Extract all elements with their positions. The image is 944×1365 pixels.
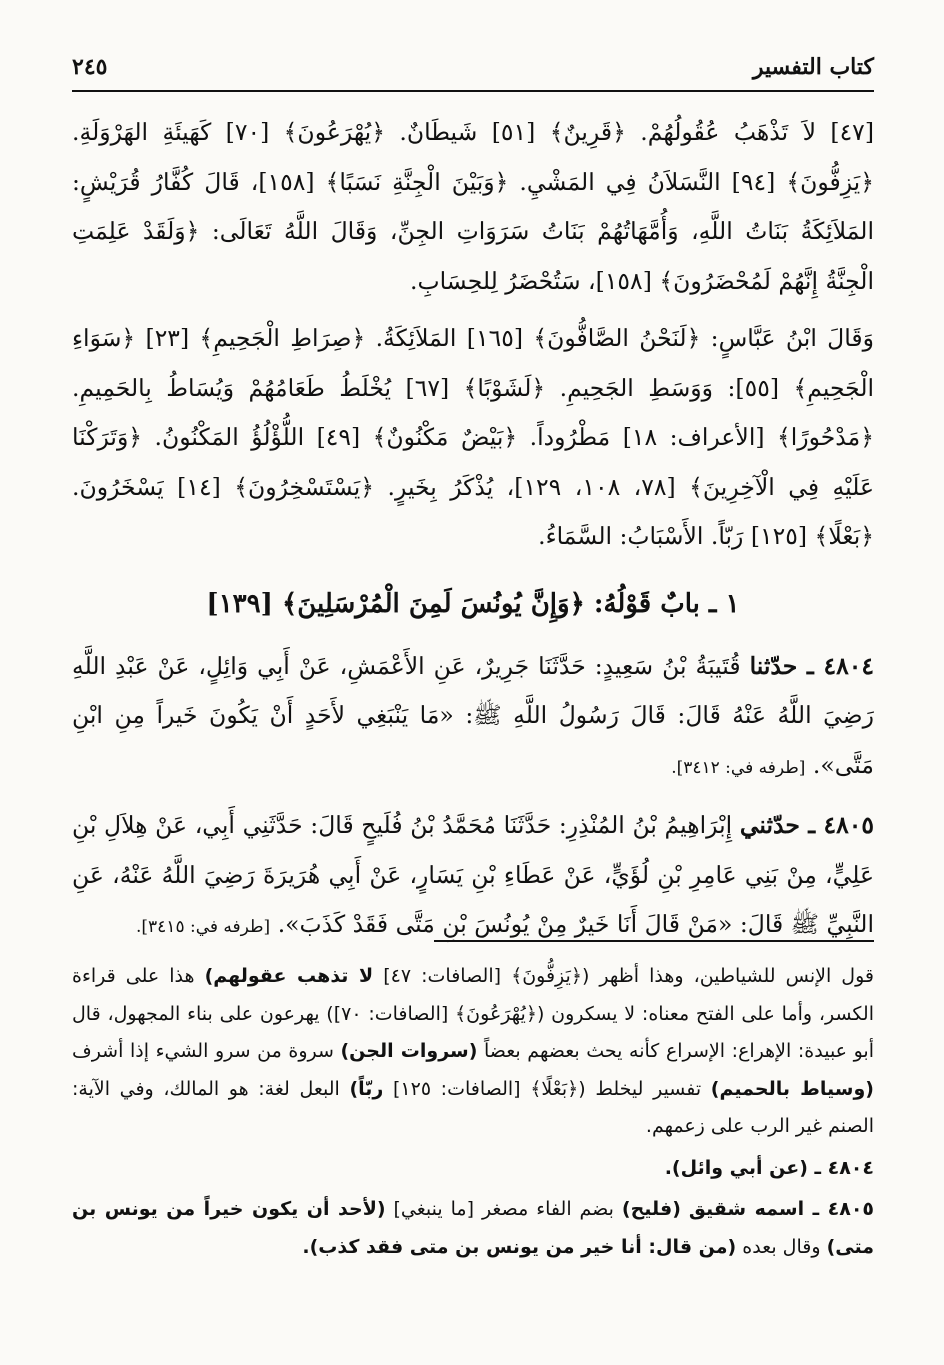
footnote-bold: ٤٨٠٥ ـ اسمه شقيق (688, 1198, 875, 1220)
footnote-text: البعل لغة: هو المالك، وفي الآية: الصنم غير الرب على زعمهم. (72, 1077, 874, 1137)
footnote-bold: (لأحد أن يكون خيراً من يونس بن متى) (72, 1198, 874, 1258)
footnote-text: بضم الفاء مصغر [ما ينبغي] (393, 1198, 614, 1220)
book-title: كتاب التفسير (752, 54, 874, 80)
hadith-text: إِبْرَاهِيمُ بْنُ المُنْذِرِ: حَدَّثَنَا مُحَمَّدُ بْنُ فُلَيحٍ قَالَ: حَدَّثَنِي أَبِي، عَنْ هِلاَلِ بْنِ عَلِيٍّ، مِنْ بَنِي عَامِرِ بْنِ لُؤَيٍّ، عَنْ عَطَاءِ بْنِ يَسَارٍ، عَنْ أَبِي هُرَيرَةَ رَضِيَ اللَّهُ عَنْهُ، عَنِ النَّبِيِّ ﷺ قَالَ: «مَنْ قَالَ أَنَا خَيرٌ مِنْ يُونُسَ بْنِ مَتَّى فَقَدْ كَذَبَ». (72, 811, 874, 938)
hadith-number: ٤٨٠٤ ـ حدّثنا (749, 651, 874, 680)
footnote-bold: (سروات الجن) (340, 1040, 478, 1062)
cross-reference: [طرفه في: ٣٤١٥]. (136, 917, 271, 937)
hadith-text: قُتَيبَةُ بْنُ سَعِيدٍ: حَدَّثَنَا جَرِيرٌ، عَنِ الأَعْمَشِ، عَنْ أَبِي وَائِلٍ، عَنْ عَبْدِ اللَّهِ رَضِيَ اللَّهُ عَنْهُ قَالَ: قَالَ رَسُولُ اللَّهِ ﷺ: «مَا يَنْبَغِي لأَحَدٍ أَنْ يَكُونَ خَيراً مِنِ ابْنِ مَتَّى». (72, 651, 874, 779)
footnote-bold: لا تذهب عقولهم) (204, 965, 374, 987)
page-number: ٢٤٥ (72, 54, 108, 80)
hadith-4805 (72, 801, 874, 953)
footnote-text: هذا على قراءة الكسر، وأما على الفتح معناه: لا يسكرون (﴿يُهْرَعُونَ﴾ [الصافات: ٧٠]) يهرعون على بناء المجهول، قال أبو عبيدة: الإهراع: الإسراع كأنه يحث بعضهم بعضاً (72, 965, 874, 1062)
main-text (72, 108, 874, 953)
chapter-heading: ١ ـ بابٌ قَوْلُهُ: ﴿وَإِنَّ يُونُسَ لَمِنَ الْمُرْسَلِينَ﴾ [١٣٩] (206, 588, 740, 619)
hadith-4804 (72, 642, 874, 794)
footnote-bold: (فليح) (621, 1198, 681, 1220)
hadith-number: ٤٨٠٥ ـ حدّثني (739, 811, 874, 839)
footnote-text: سروة من سرو الشيء إذا أشرف (72, 1040, 334, 1062)
footnote-bold: (وسياط بالحميم) (710, 1077, 874, 1100)
footnote-bold: ربّاً) (349, 1077, 384, 1100)
footnote-text: تفسير ليخلط (﴿بَعْلًا﴾ [الصافات: ١٢٥] (392, 1077, 702, 1100)
footnotes (72, 958, 874, 1266)
cross-reference: [طرفه في: ٣٤١٢]. (671, 757, 806, 778)
footnote-text: وقال بعده (742, 1235, 821, 1258)
footnote-1 (72, 958, 874, 1146)
page-header (72, 48, 874, 92)
footnote-2 (72, 1150, 874, 1188)
footnote-bold: ٤٨٠٤ ـ (عن أبي وائل). (664, 1156, 874, 1179)
footnote-3 (72, 1191, 874, 1266)
tafsir-paragraph-2: وَقَالَ ابْنُ عَبَّاسٍ: ﴿لَنَحْنُ الصَّافُّونَ﴾ [١٦٥] المَلاَئِكَةُ. ﴿صِرَاطِ الْجَحِيمِ﴾ [٢٣] ﴿سَوَاءِ الْجَحِيمِ﴾ [٥٥]: وَوَسَطِ الجَحِيمِ. ﴿لَشَوْبًا﴾ [٦٧] يُخْلَطُ طَعَامُهُمْ وَيُسَاطُ بِالحَمِيمِ. ﴿مَدْحُورًا﴾ [الأعراف: ١٨] مَطْرُوداً. ﴿بَيْضٌ مَكْنُونٌ﴾ [٤٩] اللُّؤْلُؤُ المَكْنُونُ. ﴿وَتَرَكْنَا عَلَيْهِ فِي الْآخِرِينَ﴾ [٧٨، ١٠٨، ١٢٩]، يُذْكَرُ بِخَيرٍ. ﴿يَسْتَسْخِرُونَ﴾ [١٤] يَسْخَرُونَ. ﴿بَعْلًا﴾ [١٢٥] رَبّاً. الأَسْبَابُ: السَّمَاءُ. (72, 324, 875, 550)
footnote-text: قول الإنس للشياطين، وهذا أظهر (﴿يَزِفُّونَ﴾ [الصافات: ٤٧] (383, 965, 874, 987)
footnote-divider (434, 940, 874, 942)
tafsir-paragraph-1: [٤٧] لاَ تَذْهَبُ عُقُولُهُمْ. ﴿قَرِينٌ﴾ [٥١] شَيطَانٌ. ﴿يُهْرَعُونَ﴾ [٧٠] كَهَيئَةِ الهَرْوَلَةِ. ﴿يَزِفُّونَ﴾ [٩٤] النَّسَلاَنُ فِي المَشْيِ. ﴿وَبَيْنَ الْجِنَّةِ نَسَبًا﴾ [١٥٨]، قَالَ كُفَّارُ قُرَيْشٍ: المَلاَئِكَةُ بَنَاتُ اللَّهِ، وَأُمَّهَاتُهُمْ بَنَاتُ سَرَوَاتِ الجِنِّ، وَقَالَ اللَّهُ تَعَالَى: ﴿وَلَقَدْ عَلِمَتِ الْجِنَّةُ إِنَّهُمْ لَمُحْضَرُونَ﴾ [١٥٨]، سَتُحْضَرُ لِلحِسَابِ. (72, 118, 874, 295)
footnote-bold: (من قال: أنا خير من يونس بن متى فقد كذب). (302, 1235, 737, 1258)
